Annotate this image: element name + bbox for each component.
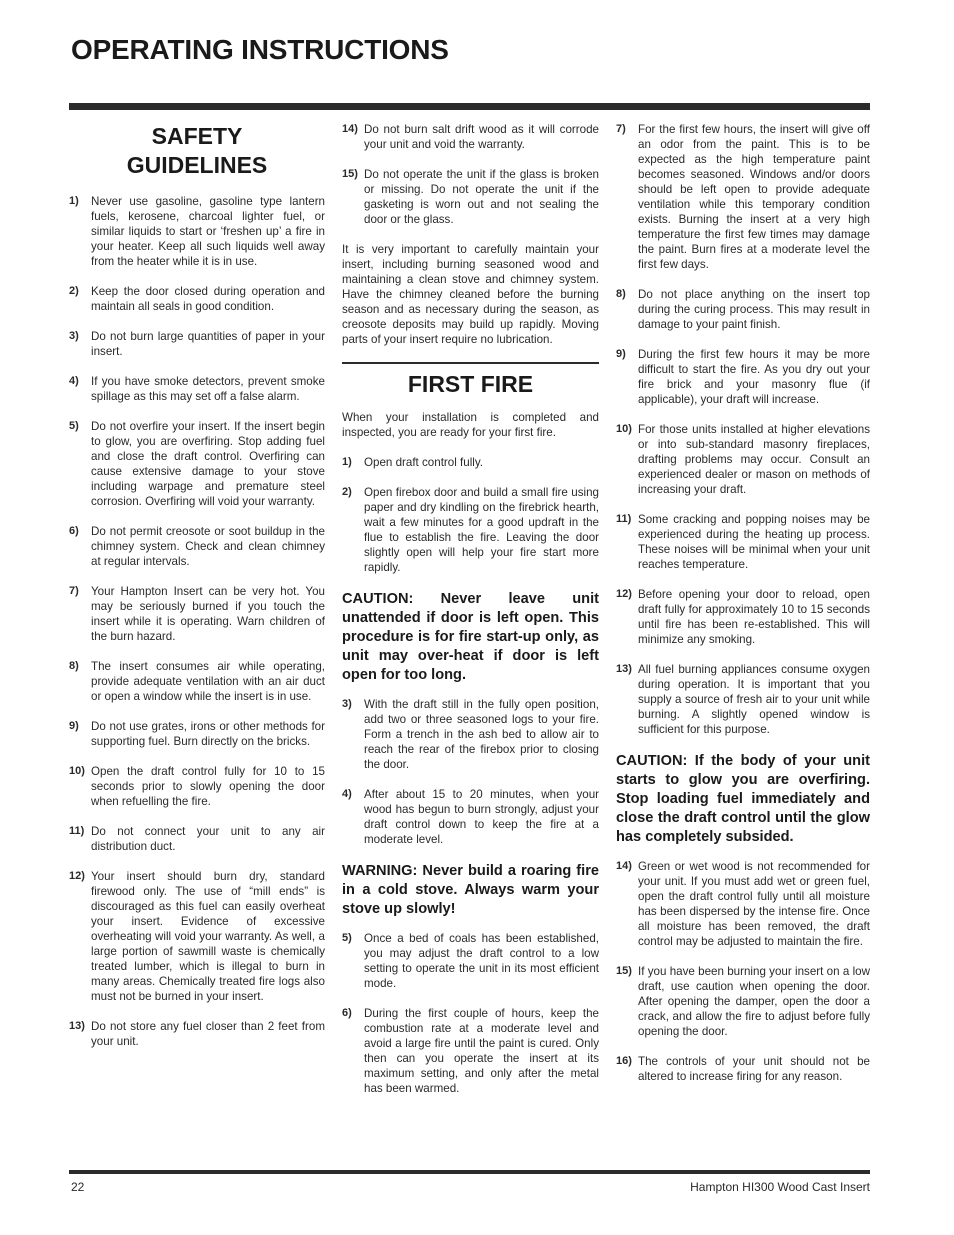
list-item	[616, 964, 870, 1039]
item-number: 12)	[69, 870, 85, 882]
list-item	[69, 584, 325, 644]
list-item	[342, 931, 599, 991]
column-2	[342, 122, 599, 1111]
list-item	[616, 1054, 870, 1084]
item-number: 2)	[69, 285, 79, 297]
item-number: 6)	[342, 1007, 352, 1019]
item-text: Once a bed of coals has been established, you may adjust the draft control to a low setting to operate the unit in its most efficient mode.	[364, 932, 599, 990]
item-text: If you have smoke detectors, prevent smoke spillage as this may set off a false alarm.	[91, 375, 325, 403]
safety-list-continued	[342, 122, 599, 227]
first-fire-heading: FIRST FIRE	[407, 371, 534, 397]
item-text: Do not overfire your insert. If the insert begin to glow, you are overfiring. Stop adding fuel and close the draft control. Overfiring can cause extensive damage to your stove including warpage and premature steel corrosion. Overfiring will void your warranty.	[91, 420, 325, 508]
item-number: 15)	[342, 168, 358, 180]
caution-door-open: CAUTION: Never leave unit unattended if door is left open. This procedure is for fire start-up only, as unit may over-heat if door is left open for too long.	[342, 591, 599, 683]
list-item	[342, 485, 599, 575]
item-text: With the draft still in the fully open position, add two or three seasoned logs to your fire. Form a trench in the ash bed to allow air to reach the rear of the firebox prior to closing the door.	[364, 698, 599, 771]
item-text: During the first couple of hours, keep the combustion rate at a moderate level and avoid a large fire until the paint is cured. Only then can you operate the insert at its maximum setting, and only after the metal has been warmed.	[364, 1007, 599, 1095]
list-item	[69, 524, 325, 569]
first-fire-steps-c	[342, 931, 599, 1096]
safety-guidelines-heading	[69, 122, 325, 180]
top-rule	[69, 103, 870, 110]
footer-product-name: Hampton HI300 Wood Cast Insert	[690, 1180, 870, 1194]
list-item	[342, 697, 599, 772]
list-item	[342, 455, 599, 470]
item-number: 8)	[69, 660, 79, 672]
list-item	[616, 347, 870, 407]
column-1	[69, 122, 325, 1064]
first-fire-steps-a	[342, 455, 599, 575]
page-number: 22	[71, 1180, 85, 1194]
page-title: OPERATING INSTRUCTIONS	[71, 34, 449, 65]
column-3	[616, 122, 870, 1099]
list-item	[616, 662, 870, 737]
item-text: Do not burn salt drift wood as it will corrode your unit and void the warranty.	[364, 123, 599, 151]
item-text: Some cracking and popping noises may be experienced during the heating up process. These noises will be minimal when your unit reaches temperature.	[638, 513, 870, 571]
item-number: 14)	[616, 860, 632, 872]
item-text: Open draft control fully.	[364, 456, 483, 469]
list-item	[69, 869, 325, 1004]
item-number: 1)	[69, 195, 79, 207]
item-number: 13)	[616, 663, 632, 675]
maintenance-paragraph: It is very important to carefully maintain your insert, including burning seasoned wood and maintaining a clean stove and chimney system. Have the chimney cleaned before the burning season and as necessary during the season, as creosote deposits may build up rapidly. Moving parts of your insert require no lubrication.	[342, 243, 599, 346]
item-text: Do not use grates, irons or other methods for supporting fuel. Burn directly on the bricks.	[91, 720, 325, 748]
item-number: 10)	[616, 423, 632, 435]
item-text: During the first few hours it may be more difficult to start the fire. As you dry out your fire brick and your masonry flue (if applicable), your draft will increase.	[638, 348, 870, 406]
item-number: 16)	[616, 1055, 632, 1067]
item-number: 14)	[342, 123, 358, 135]
list-item	[342, 1006, 599, 1096]
item-text: After about 15 to 20 minutes, when your wood has begun to burn strongly, adjust your draft control down to keep the fire at a moderate level.	[364, 788, 599, 846]
item-text: Do not operate the unit if the glass is broken or missing. Do not operate the unit if the gasketing is worn out and not sealing the door or the glass.	[364, 168, 599, 226]
item-text: Never use gasoline, gasoline type lantern fuels, kerosene, charcoal lighter fuel, or similar liquids to start or ‘freshen up’ a fire in your heater. Keep all such liquids well away from the heater while it is in use.	[91, 195, 325, 268]
item-text: Open the draft control fully for 10 to 15 seconds prior to slowly opening the door when refuelling the fire.	[91, 765, 325, 808]
item-number: 1)	[342, 456, 352, 468]
safety-title-line1: SAFETY	[151, 123, 243, 149]
item-text: Open firebox door and build a small fire using paper and dry kindling on the firebrick hearth, wait a few minutes for a good updraft in the flue to establish the fire. Leaving the door slightly open will help your fire start more rapidly.	[364, 486, 599, 574]
list-item	[69, 659, 325, 704]
first-fire-intro: When your installation is completed and inspected, you are ready for your first fire.	[342, 411, 599, 439]
item-number: 4)	[69, 375, 79, 387]
item-number: 6)	[69, 525, 79, 537]
item-number: 3)	[69, 330, 79, 342]
list-item	[616, 587, 870, 647]
first-fire-steps-d	[616, 859, 870, 1084]
item-number: 5)	[342, 932, 352, 944]
item-text: Do not burn large quantities of paper in your insert.	[91, 330, 325, 358]
item-text: Do not place anything on the insert top during the curing process. This may result in damage to your paint finish.	[638, 288, 870, 331]
item-number: 10)	[69, 765, 85, 777]
list-item	[616, 422, 870, 497]
item-number: 12)	[616, 588, 632, 600]
list-item	[69, 284, 325, 314]
item-text: Your insert should burn dry, standard firewood only. The use of “mill ends” is discouraged as this fuel can easily overheat your insert. Evidence of excessive overheating will void your warranty. As well, a large portion of sawmill waste is chemically treated lumber, which is illegal to burn in many areas. Chemically treated fire logs also must not be burned in your insert.	[91, 870, 325, 1003]
item-text: For those units installed at higher elevations or into sub-standard masonry fireplaces, drafting problems may occur. Consult an experienced dealer or mason on methods of increasing your draft.	[638, 423, 870, 496]
item-number: 2)	[342, 486, 352, 498]
item-text: Do not store any fuel closer than 2 feet from your unit.	[91, 1020, 325, 1048]
item-text: The insert consumes air while operating, provide adequate ventilation with an air duct or open a window while the insert is in use.	[91, 660, 325, 703]
item-number: 7)	[69, 585, 79, 597]
warning-cold-stove: WARNING: Never build a roaring fire in a cold stove. Always warm your stove up slowly!	[342, 863, 599, 917]
safety-list	[69, 194, 325, 1049]
item-text: Green or wet wood is not recommended for your unit. If you must add wet or green fuel, open the draft control fully until all moisture has been dispersed by the intense fire. Once all moisture has been removed, the draft control may be adjusted to maintain the fire.	[638, 860, 870, 948]
item-number: 4)	[342, 788, 352, 800]
list-item	[616, 859, 870, 949]
item-number: 13)	[69, 1020, 85, 1032]
item-text: Do not connect your unit to any air distribution duct.	[91, 825, 325, 853]
item-text: For the first few hours, the insert will give off an odor from the paint. This is to be expected as the high temperature paint becomes seasoned. Windows and/or doors should be left open to provide adequate ventilation while this temporary condition exists. Burning the insert at a very high temperature the first few times may damage the paint. Burn fires at a moderate level the first few days.	[638, 123, 870, 271]
item-number: 9)	[616, 348, 626, 360]
item-text: If you have been burning your insert on a low draft, use caution when opening the door. After opening the damper, open the door a crack, and allow the fire to adjust before fully opening the door.	[638, 965, 870, 1038]
first-fire-steps-b	[342, 697, 599, 847]
list-item	[342, 167, 599, 227]
section-divider	[342, 362, 599, 364]
list-item	[69, 374, 325, 404]
list-item	[342, 122, 599, 152]
item-text: Keep the door closed during operation and maintain all seals in good condition.	[91, 285, 325, 313]
list-item	[69, 764, 325, 809]
first-fire-steps-c-continued	[616, 122, 870, 737]
caution-overfiring: CAUTION: If the body of your unit starts to glow you are overfiring. Stop loading fuel immediately and close the draft control until the glow has completely subsided.	[616, 753, 870, 845]
item-text: Before opening your door to reload, open draft fully for approximately 10 to 15 seconds until fire has been re-established. This will minimize any smoking.	[638, 588, 870, 646]
list-item	[69, 419, 325, 509]
item-text: Your Hampton Insert can be very hot. You may be seriously burned if you touch the insert while it is operating. Warn children of the burn hazard.	[91, 585, 325, 643]
item-number: 7)	[616, 123, 626, 135]
item-text: The controls of your unit should not be altered to increase firing for any reason.	[638, 1055, 870, 1083]
item-text: Do not permit creosote or soot buildup in the chimney system. Check and clean chimney at regular intervals.	[91, 525, 325, 568]
list-item	[616, 512, 870, 572]
bottom-rule	[69, 1170, 870, 1174]
safety-title-line2: GUIDELINES	[126, 152, 268, 178]
item-number: 9)	[69, 720, 79, 732]
item-number: 5)	[69, 420, 79, 432]
item-text: All fuel burning appliances consume oxygen during operation. It is important that you supply a source of fresh air to your unit while burning. A slightly opened window is sufficient for this purpose.	[638, 663, 870, 736]
item-number: 3)	[342, 698, 352, 710]
list-item	[69, 719, 325, 749]
item-number: 11)	[616, 513, 632, 525]
list-item	[616, 287, 870, 332]
list-item	[69, 194, 325, 269]
list-item	[616, 122, 870, 272]
list-item	[342, 787, 599, 847]
item-number: 8)	[616, 288, 626, 300]
item-number: 11)	[69, 825, 85, 837]
list-item	[69, 1019, 325, 1049]
list-item	[69, 824, 325, 854]
list-item	[69, 329, 325, 359]
item-number: 15)	[616, 965, 632, 977]
